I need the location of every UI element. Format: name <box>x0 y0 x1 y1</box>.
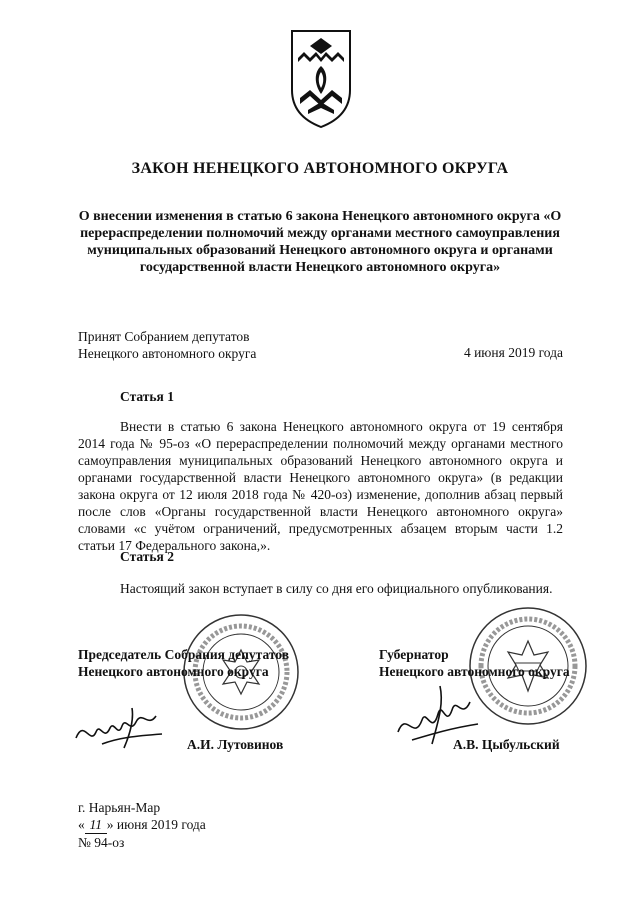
article-1-text: Внести в статью 6 закона Ненецкого автономного округа от 19 сентября 2014 года № 95-оз «О перераспределении полномочий между органами местного самоуправления муниципальных образований Ненецкого автономного округа и органами государственной власти Ненецкого автономного округа» (в редакции закона округа от 12 июля 2018 года № 420-оз) изменение, дополнив абзац первый после слов «Органы государственной власти Ненецкого автономного округа» словами «с учётом ограничений, предусмотренных абзацем вторым части 1.2 статьи 17 Федерального закона,». <box>78 419 563 553</box>
footer-law-number: № 94-оз <box>78 835 125 850</box>
adoption-line-2: Ненецкого автономного округа <box>78 346 257 361</box>
right-signatory-title <box>379 646 570 680</box>
adoption-line-1: Принят Собранием депутатов <box>78 329 250 344</box>
article-2-heading: Статья 2 <box>120 549 174 564</box>
law-title: ЗАКОН НЕНЕЦКОГО АВТОНОМНОГО ОКРУГА <box>131 160 509 177</box>
adoption-block <box>78 328 256 362</box>
law-subject: О внесении изменения в статью 6 закона Ненецкого автономного округа «О перераспределении полномочий между органами местного самоуправления муниципальных образований Ненецкого автономного округа и органами государственной власти Ненецкого автономного округа» <box>78 209 562 275</box>
footer-block <box>78 799 206 851</box>
article-1-heading: Статья 1 <box>120 389 174 404</box>
footer-date-suffix: » июня 2019 года <box>106 817 206 832</box>
right-signatory-name: А.В. Цыбульский <box>453 737 560 752</box>
left-signatory-name: А.И. Лутовинов <box>187 737 284 752</box>
footer-date-prefix: « <box>78 817 85 832</box>
footer-date-day: 11 <box>85 816 107 834</box>
right-signatory-title-line-2: Ненецкого автономного округа <box>379 664 570 679</box>
footer-date <box>78 816 206 834</box>
footer-city: г. Нарьян-Мар <box>78 800 161 815</box>
left-handwritten-signature <box>72 698 168 756</box>
coat-of-arms-emblem <box>288 28 354 130</box>
article-2-text: Настоящий закон вступает в силу со дня его официального опубликования. <box>120 581 553 596</box>
right-signatory-title-line-1: Губернатор <box>379 647 449 662</box>
left-signatory-title-line-2: Ненецкого автономного округа <box>78 664 269 679</box>
left-signatory-title-line-1: Председатель Собрания депутатов <box>78 647 290 662</box>
left-signatory-title <box>78 646 289 680</box>
adoption-date: 4 июня 2019 года <box>463 345 563 360</box>
